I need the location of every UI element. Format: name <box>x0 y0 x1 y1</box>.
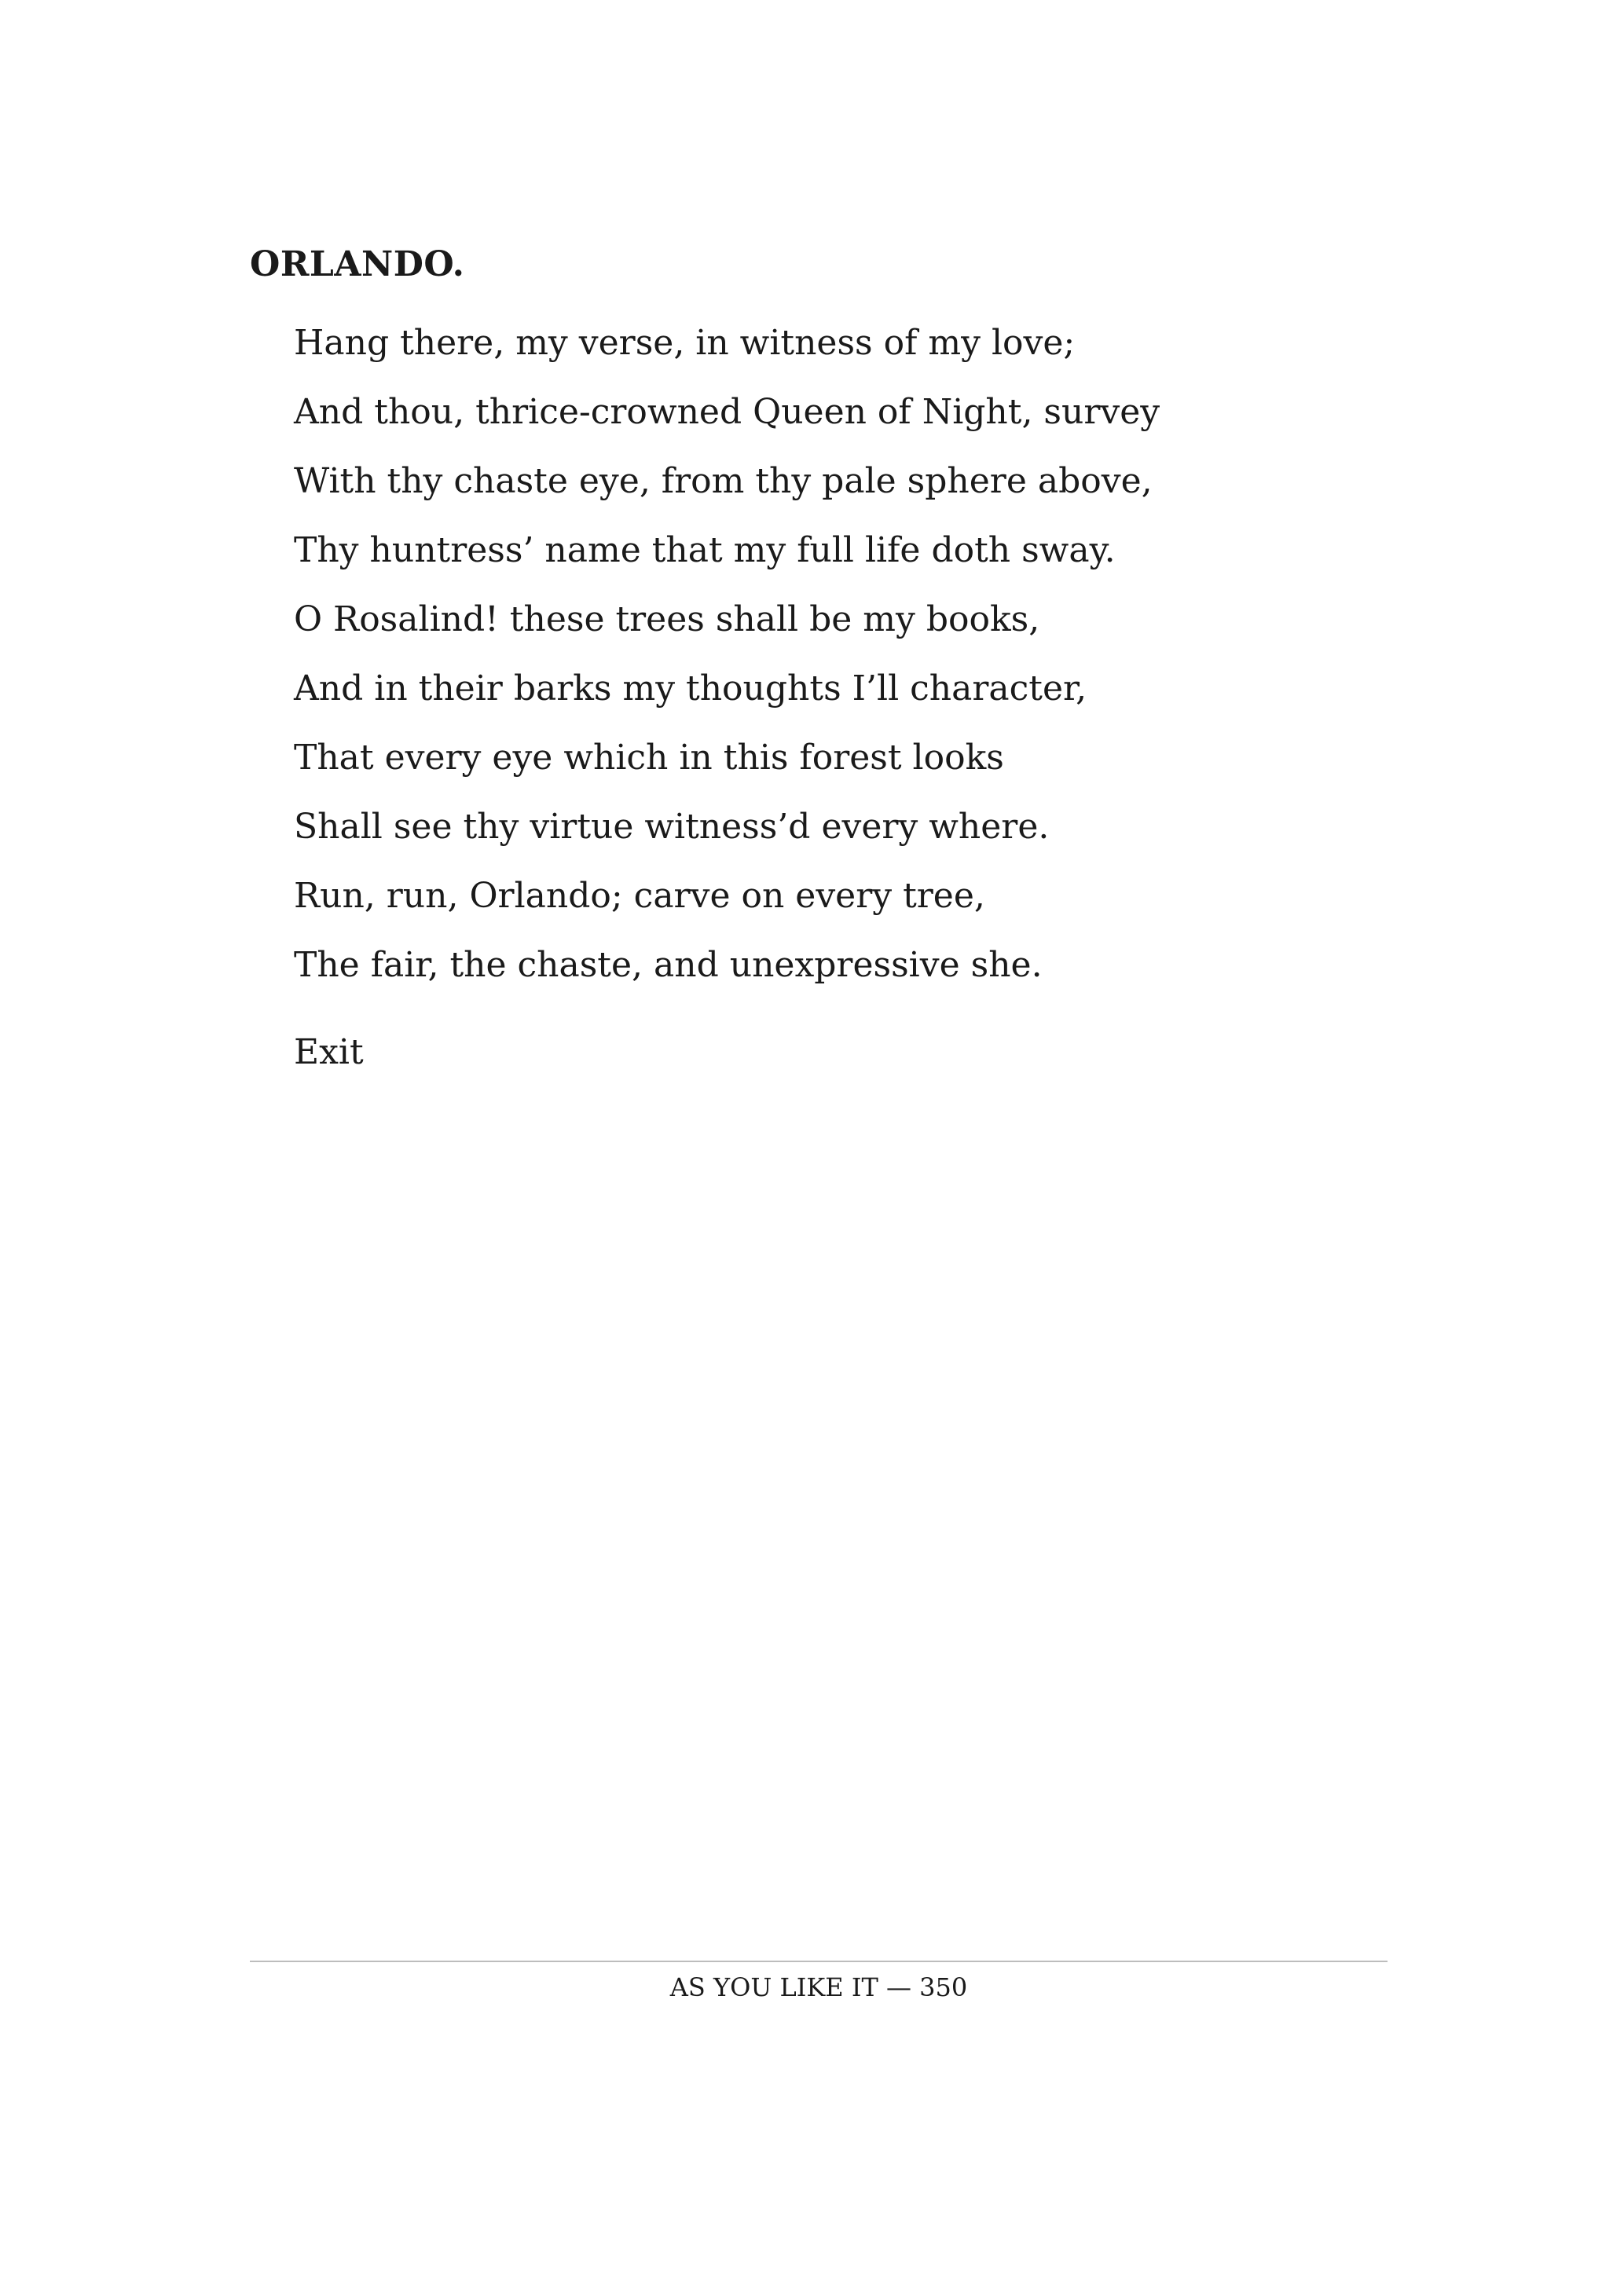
verse-block <box>294 309 1160 1000</box>
verse-line: Thy huntress’ name that my full life doth sway. <box>294 530 1116 570</box>
verse-line: The fair, the chaste, and unexpressive she. <box>294 945 1043 985</box>
verse-line: With thy chaste eye, from thy pale sphere above, <box>294 461 1153 501</box>
speaker-name: ORLANDO. <box>250 244 465 284</box>
footer-divider <box>250 1961 1388 1962</box>
verse-line: Shall see thy virtue witness’d every where. <box>294 807 1050 847</box>
verse-line: And thou, thrice-crowned Queen of Night, survey <box>294 392 1160 432</box>
verse-line: Hang there, my verse, in witness of my love; <box>294 323 1076 363</box>
verse-line: And in their barks my thoughts I’ll character, <box>294 668 1087 709</box>
verse-line: Run, run, Orlando; carve on every tree, <box>294 876 985 916</box>
verse-line: That every eye which in this forest looks <box>294 738 1004 778</box>
verse-line: O Rosalind! these trees shall be my books, <box>294 599 1040 639</box>
stage-direction: Exit <box>294 1032 364 1072</box>
running-footer: AS YOU LIKE IT — 350 <box>669 1972 968 2002</box>
